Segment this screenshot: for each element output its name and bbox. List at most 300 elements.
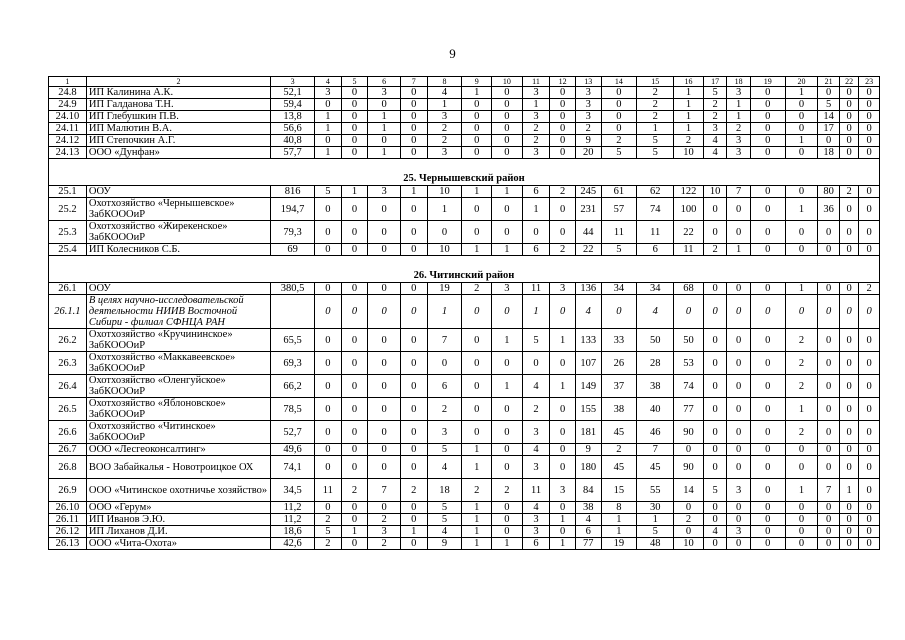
value-cell: 33 bbox=[601, 329, 637, 352]
value-cell: 65,5 bbox=[271, 329, 315, 352]
value-cell: 0 bbox=[550, 444, 576, 456]
value-cell: 0 bbox=[750, 398, 785, 421]
column-number: 3 bbox=[271, 77, 315, 87]
value-cell: 0 bbox=[750, 456, 785, 479]
table-row bbox=[49, 99, 880, 111]
column-number: 2 bbox=[86, 77, 270, 87]
value-cell: 74 bbox=[637, 198, 674, 221]
organization-name-cell: ИП Малютин В.А. bbox=[86, 123, 270, 135]
value-cell: 0 bbox=[550, 198, 576, 221]
value-cell: 0 bbox=[859, 147, 880, 159]
row-number-cell: 26.2 bbox=[49, 329, 87, 352]
column-number: 6 bbox=[368, 77, 401, 87]
value-cell: 0 bbox=[750, 444, 785, 456]
value-cell: 0 bbox=[492, 221, 523, 244]
column-number: 18 bbox=[727, 77, 751, 87]
value-cell: 1 bbox=[368, 111, 401, 123]
value-cell: 2 bbox=[462, 283, 492, 295]
value-cell: 15 bbox=[601, 479, 637, 502]
value-cell: 2 bbox=[522, 398, 550, 421]
value-cell: 3 bbox=[522, 514, 550, 526]
value-cell: 1 bbox=[368, 123, 401, 135]
value-cell: 0 bbox=[727, 283, 751, 295]
value-cell: 0 bbox=[859, 352, 880, 375]
value-cell: 0 bbox=[859, 244, 880, 256]
value-cell: 0 bbox=[400, 283, 427, 295]
value-cell: 2 bbox=[400, 479, 427, 502]
value-cell: 136 bbox=[575, 283, 601, 295]
value-cell: 78,5 bbox=[271, 398, 315, 421]
value-cell: 0 bbox=[859, 502, 880, 514]
value-cell: 1 bbox=[674, 123, 704, 135]
value-cell: 0 bbox=[315, 283, 342, 295]
value-cell: 42,6 bbox=[271, 538, 315, 550]
table-row bbox=[49, 398, 880, 421]
value-cell: 0 bbox=[462, 398, 492, 421]
value-cell: 0 bbox=[315, 99, 342, 111]
value-cell: 1 bbox=[522, 295, 550, 329]
value-cell: 26 bbox=[601, 352, 637, 375]
organization-name-cell: Охотхозяйство «Чернышевское» ЗабКОООиР bbox=[86, 198, 270, 221]
value-cell: 0 bbox=[341, 221, 368, 244]
value-cell: 2 bbox=[601, 444, 637, 456]
value-cell: 0 bbox=[601, 87, 637, 99]
value-cell: 0 bbox=[492, 514, 523, 526]
value-cell: 0 bbox=[550, 221, 576, 244]
row-number-cell: 26.11 bbox=[49, 514, 87, 526]
value-cell: 0 bbox=[368, 135, 401, 147]
value-cell: 0 bbox=[750, 502, 785, 514]
value-cell: 0 bbox=[400, 135, 427, 147]
value-cell: 0 bbox=[462, 147, 492, 159]
value-cell: 1 bbox=[727, 244, 751, 256]
value-cell: 0 bbox=[750, 283, 785, 295]
value-cell: 0 bbox=[818, 283, 839, 295]
value-cell: 0 bbox=[400, 352, 427, 375]
value-cell: 0 bbox=[785, 502, 818, 514]
value-cell: 0 bbox=[859, 123, 880, 135]
table-row bbox=[49, 135, 880, 147]
row-number-cell: 26.5 bbox=[49, 398, 87, 421]
value-cell: 0 bbox=[859, 295, 880, 329]
value-cell: 44 bbox=[575, 221, 601, 244]
value-cell: 0 bbox=[368, 244, 401, 256]
column-number: 12 bbox=[550, 77, 576, 87]
value-cell: 0 bbox=[315, 352, 342, 375]
value-cell: 1 bbox=[462, 526, 492, 538]
value-cell: 0 bbox=[839, 538, 858, 550]
value-cell: 0 bbox=[750, 295, 785, 329]
value-cell: 0 bbox=[785, 147, 818, 159]
value-cell: 0 bbox=[341, 295, 368, 329]
value-cell: 5 bbox=[427, 444, 462, 456]
value-cell: 0 bbox=[550, 123, 576, 135]
table-row bbox=[49, 526, 880, 538]
value-cell: 0 bbox=[818, 352, 839, 375]
organization-name-cell: ООО «Герум» bbox=[86, 502, 270, 514]
value-cell: 57,7 bbox=[271, 147, 315, 159]
value-cell: 0 bbox=[368, 352, 401, 375]
value-cell: 3 bbox=[550, 283, 576, 295]
row-number-cell: 26.8 bbox=[49, 456, 87, 479]
organization-name-cell: ООО «Чита-Охота» bbox=[86, 538, 270, 550]
value-cell: 0 bbox=[818, 502, 839, 514]
value-cell: 0 bbox=[341, 444, 368, 456]
value-cell: 0 bbox=[341, 111, 368, 123]
value-cell: 0 bbox=[839, 283, 858, 295]
value-cell: 0 bbox=[341, 87, 368, 99]
value-cell: 61 bbox=[601, 186, 637, 198]
value-cell: 45 bbox=[637, 456, 674, 479]
column-number: 4 bbox=[315, 77, 342, 87]
value-cell: 194,7 bbox=[271, 198, 315, 221]
row-number-cell: 24.10 bbox=[49, 111, 87, 123]
value-cell: 9 bbox=[575, 444, 601, 456]
row-number-cell: 25.4 bbox=[49, 244, 87, 256]
value-cell: 1 bbox=[492, 538, 523, 550]
value-cell: 0 bbox=[785, 186, 818, 198]
value-cell: 0 bbox=[859, 538, 880, 550]
value-cell: 53 bbox=[674, 352, 704, 375]
value-cell: 38 bbox=[601, 398, 637, 421]
column-number: 22 bbox=[839, 77, 858, 87]
value-cell: 0 bbox=[550, 295, 576, 329]
value-cell: 149 bbox=[575, 375, 601, 398]
value-cell: 0 bbox=[839, 502, 858, 514]
value-cell: 0 bbox=[839, 375, 858, 398]
value-cell: 0 bbox=[839, 135, 858, 147]
value-cell: 0 bbox=[859, 398, 880, 421]
organization-name-cell: ИП Глебушкин П.В. bbox=[86, 111, 270, 123]
value-cell: 10 bbox=[674, 147, 704, 159]
value-cell: 0 bbox=[674, 502, 704, 514]
value-cell: 6 bbox=[575, 526, 601, 538]
value-cell: 10 bbox=[427, 244, 462, 256]
value-cell: 59,4 bbox=[271, 99, 315, 111]
value-cell: 0 bbox=[550, 526, 576, 538]
value-cell: 0 bbox=[839, 87, 858, 99]
organization-name-cell: Охотхозяйство «Яблоновское» ЗабКОООиР bbox=[86, 398, 270, 421]
value-cell: 0 bbox=[400, 456, 427, 479]
value-cell: 0 bbox=[839, 444, 858, 456]
value-cell: 0 bbox=[818, 526, 839, 538]
value-cell: 0 bbox=[839, 99, 858, 111]
value-cell: 0 bbox=[750, 147, 785, 159]
value-cell: 1 bbox=[462, 538, 492, 550]
value-cell: 1 bbox=[462, 502, 492, 514]
row-number-cell: 26.7 bbox=[49, 444, 87, 456]
value-cell: 0 bbox=[859, 421, 880, 444]
value-cell: 0 bbox=[601, 295, 637, 329]
value-cell: 3 bbox=[427, 147, 462, 159]
row-number-cell: 24.13 bbox=[49, 147, 87, 159]
value-cell: 0 bbox=[400, 123, 427, 135]
value-cell: 40,8 bbox=[271, 135, 315, 147]
value-cell: 0 bbox=[462, 329, 492, 352]
value-cell: 107 bbox=[575, 352, 601, 375]
value-cell: 1 bbox=[674, 111, 704, 123]
row-number-cell: 25.3 bbox=[49, 221, 87, 244]
value-cell: 0 bbox=[727, 456, 751, 479]
value-cell: 0 bbox=[341, 283, 368, 295]
organization-name-cell: ИП Калинина А.К. bbox=[86, 87, 270, 99]
value-cell: 2 bbox=[315, 514, 342, 526]
value-cell: 0 bbox=[462, 135, 492, 147]
value-cell: 10 bbox=[674, 538, 704, 550]
value-cell: 0 bbox=[839, 198, 858, 221]
value-cell: 0 bbox=[492, 352, 523, 375]
value-cell bbox=[271, 295, 315, 329]
value-cell: 1 bbox=[522, 99, 550, 111]
row-number-cell: 24.8 bbox=[49, 87, 87, 99]
value-cell: 0 bbox=[727, 329, 751, 352]
value-cell: 69,3 bbox=[271, 352, 315, 375]
value-cell: 18 bbox=[427, 479, 462, 502]
table-row bbox=[49, 444, 880, 456]
value-cell: 0 bbox=[315, 456, 342, 479]
value-cell: 0 bbox=[341, 352, 368, 375]
value-cell: 7 bbox=[727, 186, 751, 198]
value-cell: 34,5 bbox=[271, 479, 315, 502]
column-number: 19 bbox=[750, 77, 785, 87]
value-cell: 0 bbox=[750, 123, 785, 135]
row-number-cell: 26.13 bbox=[49, 538, 87, 550]
value-cell: 0 bbox=[785, 538, 818, 550]
value-cell: 0 bbox=[492, 526, 523, 538]
value-cell: 2 bbox=[785, 329, 818, 352]
value-cell: 80 bbox=[818, 186, 839, 198]
value-cell: 0 bbox=[727, 221, 751, 244]
value-cell: 0 bbox=[550, 502, 576, 514]
organization-name-cell: ООО «Лесгеоконсалтинг» bbox=[86, 444, 270, 456]
value-cell: 0 bbox=[550, 135, 576, 147]
value-cell: 0 bbox=[462, 421, 492, 444]
value-cell: 30 bbox=[637, 502, 674, 514]
value-cell: 90 bbox=[674, 421, 704, 444]
value-cell: 0 bbox=[785, 244, 818, 256]
value-cell: 0 bbox=[839, 123, 858, 135]
value-cell: 180 bbox=[575, 456, 601, 479]
value-cell: 4 bbox=[522, 502, 550, 514]
value-cell: 0 bbox=[492, 147, 523, 159]
value-cell: 2 bbox=[703, 99, 727, 111]
value-cell: 0 bbox=[550, 421, 576, 444]
value-cell: 4 bbox=[427, 456, 462, 479]
value-cell: 0 bbox=[839, 111, 858, 123]
value-cell: 3 bbox=[727, 87, 751, 99]
value-cell: 2 bbox=[427, 123, 462, 135]
value-cell: 0 bbox=[492, 398, 523, 421]
value-cell: 0 bbox=[492, 456, 523, 479]
value-cell: 1 bbox=[341, 526, 368, 538]
value-cell: 3 bbox=[522, 111, 550, 123]
value-cell: 2 bbox=[550, 186, 576, 198]
value-cell: 3 bbox=[550, 479, 576, 502]
value-cell: 0 bbox=[859, 135, 880, 147]
value-cell: 0 bbox=[400, 398, 427, 421]
value-cell: 0 bbox=[785, 444, 818, 456]
value-cell: 0 bbox=[750, 538, 785, 550]
value-cell: 1 bbox=[400, 526, 427, 538]
value-cell: 0 bbox=[703, 421, 727, 444]
value-cell: 84 bbox=[575, 479, 601, 502]
column-number: 5 bbox=[341, 77, 368, 87]
table-row bbox=[49, 329, 880, 352]
value-cell: 5 bbox=[427, 514, 462, 526]
value-cell: 0 bbox=[400, 198, 427, 221]
row-number-cell: 26.10 bbox=[49, 502, 87, 514]
value-cell: 0 bbox=[839, 398, 858, 421]
value-cell: 52,7 bbox=[271, 421, 315, 444]
value-cell: 0 bbox=[818, 295, 839, 329]
value-cell: 3 bbox=[315, 87, 342, 99]
value-cell: 0 bbox=[368, 329, 401, 352]
value-cell: 38 bbox=[637, 375, 674, 398]
value-cell: 0 bbox=[727, 421, 751, 444]
column-number: 15 bbox=[637, 77, 674, 87]
table-row bbox=[49, 456, 880, 479]
value-cell: 0 bbox=[400, 502, 427, 514]
value-cell: 13,8 bbox=[271, 111, 315, 123]
value-cell: 2 bbox=[522, 123, 550, 135]
organization-name-cell: ООУ bbox=[86, 186, 270, 198]
value-cell: 1 bbox=[727, 99, 751, 111]
value-cell: 1 bbox=[785, 135, 818, 147]
value-cell: 0 bbox=[341, 244, 368, 256]
table-row bbox=[49, 514, 880, 526]
value-cell: 11 bbox=[522, 479, 550, 502]
value-cell: 0 bbox=[703, 538, 727, 550]
value-cell: 0 bbox=[750, 99, 785, 111]
table-row bbox=[49, 479, 880, 502]
row-number-cell: 26.1.1 bbox=[49, 295, 87, 329]
value-cell: 0 bbox=[492, 421, 523, 444]
row-number-cell: 26.6 bbox=[49, 421, 87, 444]
table-row bbox=[49, 87, 880, 99]
value-cell: 4 bbox=[522, 375, 550, 398]
value-cell: 1 bbox=[637, 514, 674, 526]
value-cell: 1 bbox=[462, 456, 492, 479]
value-cell: 19 bbox=[601, 538, 637, 550]
value-cell: 48 bbox=[637, 538, 674, 550]
organization-name-cell: ИП Степочкин А.Г. bbox=[86, 135, 270, 147]
value-cell: 3 bbox=[368, 87, 401, 99]
value-cell: 0 bbox=[750, 375, 785, 398]
value-cell: 2 bbox=[674, 135, 704, 147]
value-cell: 0 bbox=[818, 514, 839, 526]
value-cell: 3 bbox=[575, 111, 601, 123]
value-cell: 0 bbox=[839, 329, 858, 352]
value-cell: 11 bbox=[637, 221, 674, 244]
value-cell: 0 bbox=[785, 295, 818, 329]
value-cell: 2 bbox=[550, 244, 576, 256]
value-cell: 0 bbox=[674, 526, 704, 538]
value-cell: 0 bbox=[341, 198, 368, 221]
value-cell: 9 bbox=[575, 135, 601, 147]
value-cell: 0 bbox=[315, 421, 342, 444]
value-cell: 2 bbox=[575, 123, 601, 135]
value-cell: 6 bbox=[637, 244, 674, 256]
value-cell: 3 bbox=[522, 147, 550, 159]
value-cell: 0 bbox=[400, 329, 427, 352]
value-cell: 45 bbox=[601, 421, 637, 444]
value-cell: 0 bbox=[368, 99, 401, 111]
organization-name-cell: В целях научно-исследовательской деятельности НИИВ Восточной Сибири - филиал СФНЦА РАН bbox=[86, 295, 270, 329]
value-cell: 0 bbox=[703, 502, 727, 514]
value-cell: 0 bbox=[839, 421, 858, 444]
value-cell: 0 bbox=[400, 221, 427, 244]
table-row bbox=[49, 421, 880, 444]
value-cell: 0 bbox=[341, 123, 368, 135]
value-cell: 0 bbox=[859, 221, 880, 244]
value-cell: 0 bbox=[492, 198, 523, 221]
value-cell: 4 bbox=[637, 295, 674, 329]
value-cell: 0 bbox=[368, 283, 401, 295]
value-cell: 2 bbox=[368, 514, 401, 526]
value-cell: 2 bbox=[637, 111, 674, 123]
value-cell: 74,1 bbox=[271, 456, 315, 479]
value-cell: 55 bbox=[637, 479, 674, 502]
value-cell: 17 bbox=[818, 123, 839, 135]
value-cell: 0 bbox=[727, 398, 751, 421]
value-cell: 100 bbox=[674, 198, 704, 221]
value-cell: 0 bbox=[368, 295, 401, 329]
value-cell: 74 bbox=[674, 375, 704, 398]
value-cell: 2 bbox=[703, 111, 727, 123]
value-cell: 0 bbox=[750, 221, 785, 244]
value-cell: 0 bbox=[818, 244, 839, 256]
value-cell: 0 bbox=[750, 479, 785, 502]
value-cell: 4 bbox=[575, 295, 601, 329]
value-cell: 0 bbox=[341, 135, 368, 147]
value-cell: 0 bbox=[818, 375, 839, 398]
value-cell: 0 bbox=[462, 295, 492, 329]
value-cell: 1 bbox=[427, 99, 462, 111]
table-row bbox=[49, 198, 880, 221]
value-cell: 3 bbox=[427, 421, 462, 444]
value-cell: 5 bbox=[315, 186, 342, 198]
row-number-cell: 25.1 bbox=[49, 186, 87, 198]
value-cell: 0 bbox=[818, 87, 839, 99]
value-cell: 1 bbox=[637, 123, 674, 135]
value-cell: 0 bbox=[315, 198, 342, 221]
value-cell: 5 bbox=[601, 147, 637, 159]
hunting-limits-table bbox=[48, 76, 880, 550]
value-cell: 0 bbox=[341, 398, 368, 421]
organization-name-cell: Охотхозяйство «Маккавеевское» ЗабКОООиР bbox=[86, 352, 270, 375]
value-cell: 10 bbox=[427, 186, 462, 198]
row-number-cell: 25.2 bbox=[49, 198, 87, 221]
value-cell: 0 bbox=[859, 514, 880, 526]
value-cell: 1 bbox=[785, 398, 818, 421]
value-cell: 0 bbox=[462, 352, 492, 375]
value-cell: 1 bbox=[368, 147, 401, 159]
value-cell: 0 bbox=[368, 502, 401, 514]
organization-name-cell: ООО «Дунфан» bbox=[86, 147, 270, 159]
value-cell: 0 bbox=[839, 514, 858, 526]
value-cell: 20 bbox=[575, 147, 601, 159]
value-cell: 11,2 bbox=[271, 514, 315, 526]
value-cell: 1 bbox=[427, 198, 462, 221]
value-cell: 3 bbox=[522, 87, 550, 99]
value-cell: 0 bbox=[818, 421, 839, 444]
value-cell: 0 bbox=[727, 375, 751, 398]
value-cell: 0 bbox=[703, 283, 727, 295]
value-cell: 0 bbox=[427, 221, 462, 244]
value-cell: 0 bbox=[727, 295, 751, 329]
value-cell: 0 bbox=[368, 198, 401, 221]
value-cell: 14 bbox=[674, 479, 704, 502]
